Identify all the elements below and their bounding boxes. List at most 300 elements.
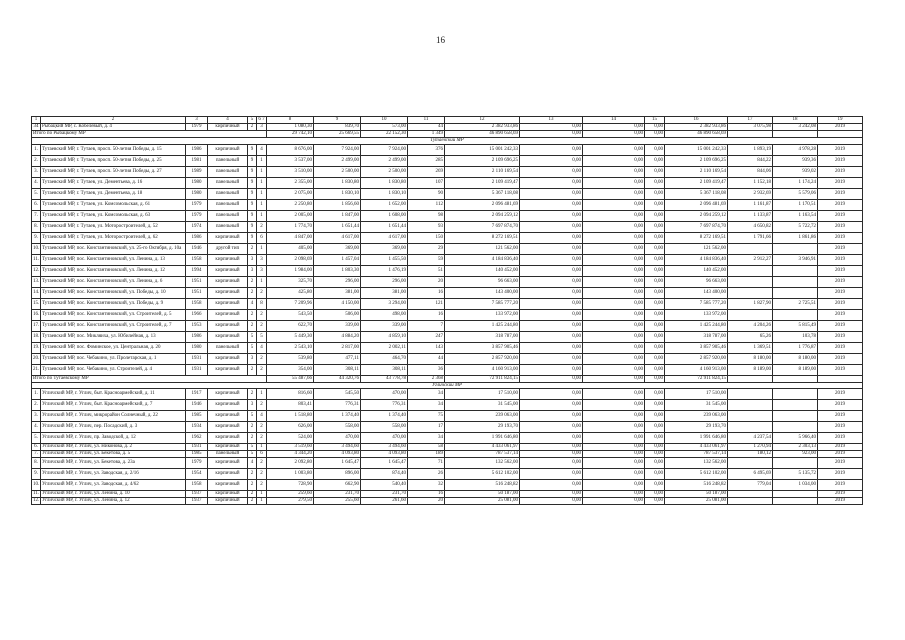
value-cell: 816,60 [267, 389, 314, 400]
value-cell: 0,00 [645, 298, 665, 309]
address-cell: Тутаевский МР, г. Тутаев, ул. Дементьева, д. 16 [41, 177, 186, 188]
floors-cell: 2 [248, 124, 257, 131]
value-cell [773, 287, 818, 298]
row-number: 5. [32, 433, 41, 444]
value-cell: 0,00 [520, 451, 583, 458]
entrances-cell: 2 [257, 320, 267, 331]
value-cell: 4 433 061,97 [665, 444, 728, 451]
value-cell: 16 [408, 491, 445, 498]
value-cell: 1 003,80 [267, 469, 314, 480]
material-cell: панельный [208, 177, 248, 188]
value-cell: 0,00 [583, 320, 645, 331]
table-row [32, 298, 863, 309]
table-body [32, 117, 863, 505]
value-cell: 0,00 [520, 433, 583, 444]
value-cell: 1 034,00 [773, 480, 818, 491]
table-row [32, 320, 863, 331]
value-cell: 0,00 [520, 177, 583, 188]
value-cell: 279,50 [267, 498, 314, 505]
floors-cell: 5 [248, 411, 257, 422]
year-planned-cell: 2019 [818, 498, 863, 505]
value-cell: 26 [408, 469, 445, 480]
year-planned-cell: 2019 [818, 469, 863, 480]
value-cell: 0,00 [583, 422, 645, 433]
value-cell: 0,00 [645, 265, 665, 276]
value-cell: 4 093,80 [314, 451, 361, 458]
value-cell: 1 374,40 [314, 411, 361, 422]
total-value: 44 320,76 [314, 375, 361, 382]
entrances-cell: 6 [257, 451, 267, 458]
value-cell: 779,04 [728, 480, 773, 491]
value-cell: 8 180,00 [728, 353, 773, 364]
address-cell: Тутаевский МР, пос. Константиновский, ул. Ленина, д. 12 [41, 265, 186, 276]
value-cell: 0,00 [583, 469, 645, 480]
table-row [32, 188, 863, 199]
value-cell: 0,00 [645, 433, 665, 444]
address-cell: Тутаевский МР, пос. Чебакино, ул. Пролетарская, д. 1 [41, 353, 186, 364]
value-cell: 96 663,00 [445, 276, 520, 287]
value-cell: 2 725,51 [773, 298, 818, 309]
value-cell: 0,00 [520, 411, 583, 422]
value-cell: 1 133,87 [728, 210, 773, 221]
value-cell: 0,00 [583, 309, 645, 320]
value-cell: 3 494,60 [361, 444, 408, 451]
value-cell: 3 537,00 [267, 155, 314, 166]
address-cell: Тутаевский МР, пос. Константиновский, ул. Победы, д. 10 [41, 287, 186, 298]
value-cell [773, 309, 818, 320]
entrances-cell: 2 [257, 433, 267, 444]
material-cell: кирпичный [208, 400, 248, 411]
value-cell: 5 966,40 [773, 433, 818, 444]
value-cell: 189 [408, 451, 445, 458]
address-cell: Тутаевский МР, г. Тутаев, ул. Комсомольская, д. 61 [41, 199, 186, 210]
total-value: 29 742,10 [267, 131, 314, 138]
row-number: 20. [32, 353, 41, 364]
value-cell: 2 355,00 [267, 177, 314, 188]
entrances-cell: 8 [257, 298, 267, 309]
value-cell: 776,31 [314, 400, 361, 411]
floors-cell: 2 [248, 433, 257, 444]
value-cell: 0,00 [645, 364, 665, 375]
address-cell: Рыбацкий МР, с. Кобелевый, д. 4 [41, 124, 186, 131]
value-cell: 524,00 [267, 433, 314, 444]
address-cell: Тутаевский МР, пос. Константиновский, ул. Ленина, д. 13 [41, 254, 186, 265]
table-row [32, 411, 863, 422]
value-cell: 1 856,60 [314, 199, 361, 210]
value-cell: 4 617,00 [314, 232, 361, 243]
value-cell: 0,00 [583, 199, 645, 210]
value-cell: 0,00 [583, 166, 645, 177]
value-cell: 20 [408, 276, 445, 287]
value-cell [728, 498, 773, 505]
address-cell: Тутаевский МР, пос. Константиновский, ул. Строителей, д. 7 [41, 320, 186, 331]
value-cell: 308,11 [361, 364, 408, 375]
address-cell: Угличский МР, г. Углич, микрорайон Солнечный, д. 22 [41, 411, 186, 422]
table-row [32, 265, 863, 276]
value-cell: 0,00 [583, 254, 645, 265]
value-cell: 4 237,54 [728, 433, 773, 444]
value-cell: 470,00 [361, 433, 408, 444]
value-cell: 25 081,00 [665, 498, 728, 505]
entrances-cell: 1 [257, 188, 267, 199]
value-cell: 0,00 [520, 199, 583, 210]
year-cell: 1937 [186, 498, 208, 505]
value-cell: 0,00 [645, 309, 665, 320]
value-cell: 1 170,51 [773, 199, 818, 210]
value-cell: 498,00 [361, 309, 408, 320]
address-cell: Угличский МР, г. Углич, ул. Ленина, д. 12 [41, 498, 186, 505]
value-cell [728, 276, 773, 287]
value-cell: 0,00 [520, 364, 583, 375]
value-cell: 20 [408, 498, 445, 505]
entrances-cell: 1 [257, 177, 267, 188]
value-cell: 1 847,00 [314, 210, 361, 221]
row-number: 11. [33, 491, 40, 497]
year-cell: 1931 [186, 444, 208, 451]
year-cell: 1985 [186, 451, 208, 458]
value-cell [773, 422, 818, 433]
row-number: 10. [32, 480, 41, 491]
row-number: 10. [32, 243, 41, 254]
floors-cell: 9 [248, 188, 257, 199]
table-row [32, 433, 863, 444]
address-cell: Тутаевский МР, пос. Константиновский, ул. Победы, д. 9 [41, 298, 186, 309]
value-cell: 1 803,30 [314, 265, 361, 276]
value-cell: 0,00 [583, 124, 645, 131]
floors-cell: 5 [248, 451, 257, 458]
material-cell: кирпичный [208, 389, 248, 400]
total-value: 72 911 824,15 [665, 375, 728, 382]
value-cell: 2 499,00 [361, 155, 408, 166]
value-cell: 0,00 [520, 276, 583, 287]
address-cell: Тутаевский МР, г. Тутаев, просп. 50-летия Победы, д. 15 [41, 144, 186, 155]
material-cell: панельный [208, 342, 248, 353]
value-cell: 0,00 [645, 243, 665, 254]
table-row [32, 166, 863, 177]
floors-cell: 9 [248, 166, 257, 177]
value-cell: 318 787,00 [445, 331, 520, 342]
value-cell: 0,00 [520, 491, 583, 498]
value-cell: 261,60 [361, 498, 408, 505]
entrances-cell: 3 [257, 124, 267, 131]
value-cell: 0,00 [645, 491, 665, 498]
value-cell: 7 209,96 [267, 298, 314, 309]
value-cell: 0,00 [520, 287, 583, 298]
table-row [32, 309, 863, 320]
value-cell: 0,00 [520, 265, 583, 276]
total-value: 0,00 [583, 375, 645, 382]
total-value: 46 890 658,69 [665, 131, 728, 138]
value-cell: 896,00 [314, 469, 361, 480]
floors-cell: 2 [248, 498, 257, 505]
value-cell: 8 272 169,51 [445, 232, 520, 243]
value-cell [728, 309, 773, 320]
floors-cell: 2 [248, 276, 257, 287]
value-cell: 540,40 [361, 480, 408, 491]
value-cell: 844,22 [728, 155, 773, 166]
value-cell: 143 [408, 342, 445, 353]
floors-cell: 2 [248, 320, 257, 331]
value-cell: 3 519,60 [267, 444, 314, 451]
entrances-cell: 2 [257, 353, 267, 364]
value-cell: 0,00 [583, 364, 645, 375]
value-cell: 0,00 [583, 221, 645, 232]
value-cell: 0,00 [583, 411, 645, 422]
column-number: 4 [208, 117, 248, 124]
value-cell: 1 518,80 [267, 411, 314, 422]
value-cell: 4 160 913,00 [665, 364, 728, 375]
value-cell: 5 579,06 [773, 188, 818, 199]
value-cell [773, 458, 818, 469]
year-planned-cell: 2019 [818, 389, 863, 400]
floors-cell: 2 [248, 491, 257, 498]
address-cell: Тутаевский МР, пос. Фоминское, ул. Центральная, д. 20 [41, 342, 186, 353]
value-cell: 133 972,00 [665, 309, 728, 320]
total-value: 22 152,30 [361, 131, 408, 138]
entrances-cell: 6 [257, 232, 267, 243]
value-cell: 2 110 169,54 [665, 166, 728, 177]
value-cell: 2 075,00 [267, 188, 314, 199]
value-cell: 0,00 [520, 498, 583, 505]
row-number: 8. [32, 458, 41, 469]
value-cell: 0,00 [520, 422, 583, 433]
value-cell [728, 491, 773, 498]
value-cell: 0,00 [583, 331, 645, 342]
value-cell: 1 651,44 [314, 221, 361, 232]
year-planned-cell: 2019 [818, 232, 863, 243]
year-cell: 1979 [186, 210, 208, 221]
floors-cell: 2 [248, 422, 257, 433]
entrances-cell: 1 [257, 444, 267, 451]
row-number: 3. [32, 411, 41, 422]
year-cell: 1953 [186, 320, 208, 331]
floors-cell: 5 [248, 342, 257, 353]
value-cell: 5 815,49 [773, 320, 818, 331]
value-cell: 247 [408, 331, 445, 342]
material-cell: панельный [208, 221, 248, 232]
total-label: Итого по Тутаевскому МР [32, 375, 267, 382]
value-cell: 17 510,00 [445, 389, 520, 400]
value-cell: 0,00 [583, 400, 645, 411]
value-cell: 8 180,00 [773, 353, 818, 364]
value-cell: 296,00 [361, 276, 408, 287]
value-cell: 558,00 [361, 422, 408, 433]
value-cell: 0,00 [583, 342, 645, 353]
value-cell: 103,78 [773, 331, 818, 342]
value-cell: 0,00 [645, 276, 665, 287]
address-cell: Тутаевский МР, г. Тутаев, просп. 50-летия Победы, д. 25 [41, 155, 186, 166]
value-cell: 132 562,00 [445, 458, 520, 469]
value-cell: 180,12 [728, 451, 773, 458]
value-cell: 0,00 [520, 166, 583, 177]
floors-cell: 2 [248, 287, 257, 298]
value-cell: 3 857 905,46 [665, 342, 728, 353]
row-number: 6. [32, 444, 41, 451]
entrances-cell: 4 [257, 411, 267, 422]
value-cell: 90 [408, 188, 445, 199]
value-cell: 2 096 481,69 [445, 199, 520, 210]
value-cell: 8 676,00 [267, 144, 314, 155]
page-number: 16 [436, 35, 445, 45]
address-cell: Угличский МР, г. Углич, ул. Бекетова, д. 23а [41, 458, 186, 469]
address-cell: Тутаевский МР, г. Тутаев, ул. Дементьева, д. 18 [41, 188, 186, 199]
value-cell: 58 [408, 444, 445, 451]
value-cell: 787 537,14 [445, 451, 520, 458]
value-cell: 2 098,69 [267, 254, 314, 265]
total-value: 0,00 [520, 131, 583, 138]
value-cell: 0,00 [583, 458, 645, 469]
value-cell: 0,00 [520, 342, 583, 353]
value-cell: 4 617,00 [361, 232, 408, 243]
value-cell [728, 287, 773, 298]
total-value: 0,00 [520, 375, 583, 382]
value-cell: 939,36 [773, 155, 818, 166]
value-cell: 0,00 [645, 458, 665, 469]
year-cell: 1954 [186, 469, 208, 480]
table-row [32, 444, 863, 451]
value-cell: 65,26 [728, 331, 773, 342]
value-cell: 0,00 [520, 480, 583, 491]
floors-cell: 9 [248, 155, 257, 166]
value-cell: 318 787,00 [665, 331, 728, 342]
column-number: 15 [645, 117, 665, 124]
floors-cell: 3 [248, 400, 257, 411]
value-cell: 51 [408, 265, 445, 276]
value-cell: 4 184 836,40 [445, 254, 520, 265]
column-number: 1 [32, 117, 41, 124]
value-cell: 0,00 [583, 444, 645, 451]
table-row [32, 232, 863, 243]
value-cell: 2 912,27 [728, 254, 773, 265]
value-cell: 75 [408, 411, 445, 422]
section-title: Угличский МР [32, 382, 863, 389]
floors-cell: 9 [248, 210, 257, 221]
row-number: 12. [33, 498, 40, 504]
value-cell: 470,00 [314, 433, 361, 444]
value-cell: 728,90 [267, 480, 314, 491]
row-number: 3. [32, 166, 41, 177]
year-cell: 1986 [186, 232, 208, 243]
value-cell: 1 080,30 [267, 124, 314, 131]
year-cell: 1985 [186, 411, 208, 422]
row-number: 7. [32, 210, 41, 221]
year-cell: 1986 [186, 144, 208, 155]
table-row [32, 254, 863, 265]
year-planned-cell: 2019 [818, 458, 863, 469]
year-cell: 1951 [186, 287, 208, 298]
value-cell: 573,00 [361, 124, 408, 131]
floors-cell: 5 [248, 444, 257, 451]
year-planned-cell: 2019 [818, 400, 863, 411]
value-cell: 121 562,00 [445, 243, 520, 254]
value-cell: 787 537,14 [665, 451, 728, 458]
value-cell: 325,70 [267, 276, 314, 287]
year-planned-cell: 2019 [818, 331, 863, 342]
year-cell: 1958 [186, 254, 208, 265]
table-row [32, 342, 863, 353]
value-cell: 558,00 [314, 422, 361, 433]
value-cell: 4 093,80 [361, 451, 408, 458]
row-number: 15. [32, 298, 41, 309]
value-cell [728, 243, 773, 254]
value-cell: 4 160 913,00 [445, 364, 520, 375]
value-cell: 0,00 [583, 232, 645, 243]
floors-cell: 2 [248, 480, 257, 491]
value-cell: 2 499,00 [314, 155, 361, 166]
year-cell: 1979 [186, 124, 208, 131]
row-number: 1. [32, 389, 41, 400]
value-cell: 1 163,54 [773, 210, 818, 221]
year-planned-cell: 2019 [818, 199, 863, 210]
table-row [32, 177, 863, 188]
value-cell: 2 094 259,12 [665, 210, 728, 221]
value-cell: 34 [408, 389, 445, 400]
address-cell: Тутаевский МР, пос. Микляиха, ул. Юбилейная, д. 13 [41, 331, 186, 342]
row-number: 5. [32, 188, 41, 199]
column-number: 19 [818, 117, 863, 124]
value-cell [773, 411, 818, 422]
entrances-cell: 1 [257, 166, 267, 177]
address-cell: Тутаевский МР, пос. Константиновский, ул. Ленина, д. 6 [41, 276, 186, 287]
value-cell: 464,70 [361, 353, 408, 364]
row-number: 16. [32, 309, 41, 320]
row-number: 21. [32, 364, 41, 375]
value-cell: 8 189,00 [728, 364, 773, 375]
value-cell: 3 075,98 [728, 124, 773, 131]
floors-cell: 9 [248, 199, 257, 210]
entrances-cell: 2 [257, 287, 267, 298]
table-row [32, 124, 863, 131]
material-cell: кирпичный [208, 124, 248, 131]
year-planned-cell: 2019 [818, 144, 863, 155]
value-cell: 1 455,50 [361, 254, 408, 265]
floors-cell: 2 [248, 364, 257, 375]
address-cell: Угличский МР, г. Углич, ул. Заводская, д. 2/16 [41, 469, 186, 480]
value-cell: 1 830,10 [314, 188, 361, 199]
entrances-cell: 2 [257, 480, 267, 491]
year-cell: 1934 [186, 422, 208, 433]
total-row [32, 131, 863, 138]
material-cell: кирпичный [208, 433, 248, 444]
value-cell: 0,00 [583, 491, 645, 498]
year-cell: 1951 [186, 276, 208, 287]
table-row [32, 400, 863, 411]
value-cell: 71 [408, 458, 445, 469]
row-number: 4. [32, 177, 41, 188]
value-cell: 1 893,19 [728, 144, 773, 155]
value-cell: 0,00 [645, 232, 665, 243]
value-cell: 405,00 [267, 243, 314, 254]
floors-cell: 2 [248, 243, 257, 254]
value-cell: 1 645,47 [361, 458, 408, 469]
value-cell: 16 [408, 309, 445, 320]
table-row [32, 389, 863, 400]
value-cell: 7 697 874,70 [445, 221, 520, 232]
row-number: 18. [32, 331, 41, 342]
year-planned-cell: 2019 [818, 480, 863, 491]
column-number: 17 [728, 117, 773, 124]
value-cell: 0,00 [645, 480, 665, 491]
material-cell: кирпичный [208, 458, 248, 469]
year-planned-cell: 2019 [818, 188, 863, 199]
table-row [32, 353, 863, 364]
value-cell: 0,00 [583, 265, 645, 276]
value-cell [773, 389, 818, 400]
value-cell: 3 294,00 [361, 298, 408, 309]
value-cell: 2 857 920,00 [665, 353, 728, 364]
table-row [32, 480, 863, 491]
year-planned-cell: 2019 [818, 342, 863, 353]
